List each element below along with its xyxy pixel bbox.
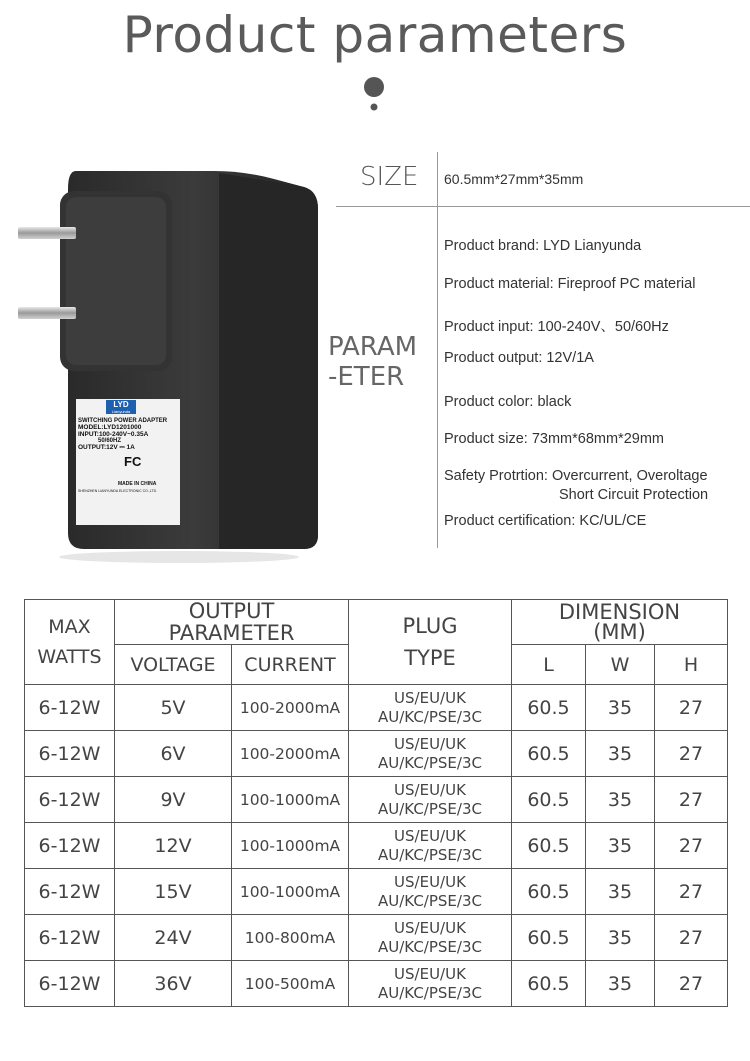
header-plug-line1: PLUG	[402, 614, 458, 638]
header-width: W	[586, 645, 655, 685]
header-max-watts	[25, 600, 115, 685]
divider-horizontal	[336, 206, 750, 207]
cell-max-watts: 6-12W	[25, 961, 115, 1007]
cell-height: 27	[655, 777, 728, 823]
table-row	[25, 961, 728, 1007]
cell-length: 60.5	[512, 777, 586, 823]
cell-length: 60.5	[512, 685, 586, 731]
cell-voltage: 12V	[115, 823, 232, 869]
table-body	[25, 685, 728, 1007]
cell-max-watts: 6-12W	[25, 777, 115, 823]
header-output-line2: PARAMETER	[168, 621, 295, 645]
cell-max-watts: 6-12W	[25, 869, 115, 915]
cell-plug-line1: US/EU/UK	[394, 734, 466, 753]
table-row	[25, 823, 728, 869]
cell-current: 100-1000mA	[232, 823, 349, 869]
cell-plug-type	[349, 823, 512, 869]
size-label: SIZE	[360, 162, 419, 192]
cell-plug-line1: US/EU/UK	[394, 780, 466, 799]
header-current: CURRENT	[232, 645, 349, 685]
cell-voltage: 6V	[115, 731, 232, 777]
param-label-line2: -ETER	[328, 362, 405, 392]
header-output-parameter	[115, 600, 349, 645]
adapter-brand-sub: Lianyunda	[106, 409, 136, 414]
cell-height: 27	[655, 869, 728, 915]
adapter-line5: OUTPUT:12V ⎓ 1A	[78, 444, 135, 451]
cell-length: 60.5	[512, 731, 586, 777]
header-height: H	[655, 645, 728, 685]
spec-safety-continued: Short Circuit Protection	[559, 487, 709, 503]
cell-width: 35	[586, 869, 655, 915]
param-label-line1: PARAM	[328, 332, 418, 362]
location-pin-icon	[362, 76, 386, 112]
header-dimension-line2: (MM)	[593, 620, 646, 644]
spec-material: Product material: Fireproof PC material	[444, 276, 696, 292]
size-value: 60.5mm*27mm*35mm	[444, 171, 584, 187]
cell-plug-line1: US/EU/UK	[394, 688, 466, 707]
divider-vertical	[437, 152, 438, 548]
cell-plug-line2: AU/KC/PSE/3C	[378, 753, 482, 772]
spec-input: Product input: 100-240V、50/60Hz	[444, 319, 669, 335]
header-dimension	[512, 600, 728, 645]
cell-plug-type	[349, 685, 512, 731]
cell-voltage: 5V	[115, 685, 232, 731]
cell-current: 100-2000mA	[232, 685, 349, 731]
cell-plug-line1: US/EU/UK	[394, 826, 466, 845]
adapter-line2: MODEL:LYD1201000	[78, 424, 142, 431]
cell-length: 60.5	[512, 915, 586, 961]
cell-height: 27	[655, 685, 728, 731]
table-row	[25, 915, 728, 961]
cell-plug-type	[349, 731, 512, 777]
adapter-line4: 50/60HZ	[98, 438, 122, 444]
adapter-label	[78, 400, 178, 493]
cell-plug-line2: AU/KC/PSE/3C	[378, 983, 482, 1002]
header-max-watts-line2: WATTS	[37, 646, 102, 668]
cell-width: 35	[586, 823, 655, 869]
cell-plug-line1: US/EU/UK	[394, 918, 466, 937]
cell-max-watts: 6-12W	[25, 731, 115, 777]
cell-voltage: 36V	[115, 961, 232, 1007]
cell-current: 100-800mA	[232, 915, 349, 961]
cell-length: 60.5	[512, 961, 586, 1007]
cell-width: 35	[586, 915, 655, 961]
cell-max-watts: 6-12W	[25, 823, 115, 869]
cell-width: 35	[586, 685, 655, 731]
header-plug-line2: TYPE	[404, 646, 456, 670]
header-length: L	[512, 645, 586, 685]
page-title: Product parameters	[122, 6, 628, 64]
header-max-watts-line1: MAX	[48, 616, 91, 638]
cell-width: 35	[586, 777, 655, 823]
table-row	[25, 731, 728, 777]
cell-voltage: 15V	[115, 869, 232, 915]
cell-current: 100-500mA	[232, 961, 349, 1007]
cell-length: 60.5	[512, 869, 586, 915]
cell-plug-line1: US/EU/UK	[394, 964, 466, 983]
header-plug-type	[349, 600, 512, 685]
table-row	[25, 777, 728, 823]
cell-plug-type	[349, 777, 512, 823]
adapter-line1: SWITCHING POWER ADAPTER	[78, 418, 168, 424]
header-voltage: VOLTAGE	[115, 645, 232, 685]
adapter-brand: LYD	[113, 400, 129, 409]
cell-plug-line2: AU/KC/PSE/3C	[378, 937, 482, 956]
spec-safety: Safety Protrtion: Overcurrent, Overoltage	[444, 468, 708, 484]
cell-height: 27	[655, 731, 728, 777]
cell-plug-type	[349, 869, 512, 915]
cell-width: 35	[586, 731, 655, 777]
spec-color: Product color: black	[444, 394, 572, 410]
adapter-brand-logo	[106, 400, 136, 409]
adapter-made-in: MADE IN CHINA	[118, 481, 157, 487]
cell-plug-line2: AU/KC/PSE/3C	[378, 845, 482, 864]
adapter-line3: INPUT:100-240V~0.35A	[78, 431, 149, 438]
cell-max-watts: 6-12W	[25, 685, 115, 731]
cell-voltage: 24V	[115, 915, 232, 961]
spec-certification: Product certification: KC/UL/CE	[444, 513, 647, 529]
cell-max-watts: 6-12W	[25, 915, 115, 961]
cell-current: 100-2000mA	[232, 731, 349, 777]
adapter-marks: FC	[124, 454, 142, 469]
cell-height: 27	[655, 961, 728, 1007]
param-label	[328, 332, 420, 392]
power-adapter-image	[14, 165, 326, 565]
cell-plug-type	[349, 915, 512, 961]
cell-height: 27	[655, 915, 728, 961]
cell-length: 60.5	[512, 823, 586, 869]
cell-height: 27	[655, 823, 728, 869]
spec-output: Product output: 12V/1A	[444, 350, 594, 366]
cell-plug-type	[349, 961, 512, 1007]
cell-plug-line2: AU/KC/PSE/3C	[378, 799, 482, 818]
table-row	[25, 869, 728, 915]
parameter-table	[24, 599, 728, 1007]
spec-brand: Product brand: LYD Lianyunda	[444, 238, 642, 254]
spec-size: Product size: 73mm*68mm*29mm	[444, 431, 664, 447]
cell-voltage: 9V	[115, 777, 232, 823]
cell-current: 100-1000mA	[232, 777, 349, 823]
cell-current: 100-1000mA	[232, 869, 349, 915]
table-row	[25, 685, 728, 731]
adapter-company: SHENZHEN LIANYUNDA ELECTRONIC CO.,LTD.	[78, 489, 158, 493]
header-dimension-line1: DIMENSION	[558, 600, 681, 624]
cell-plug-line2: AU/KC/PSE/3C	[378, 891, 482, 910]
header-output-line1: OUTPUT	[188, 599, 275, 623]
cell-plug-line1: US/EU/UK	[394, 872, 466, 891]
cell-width: 35	[586, 961, 655, 1007]
cell-plug-line2: AU/KC/PSE/3C	[378, 707, 482, 726]
